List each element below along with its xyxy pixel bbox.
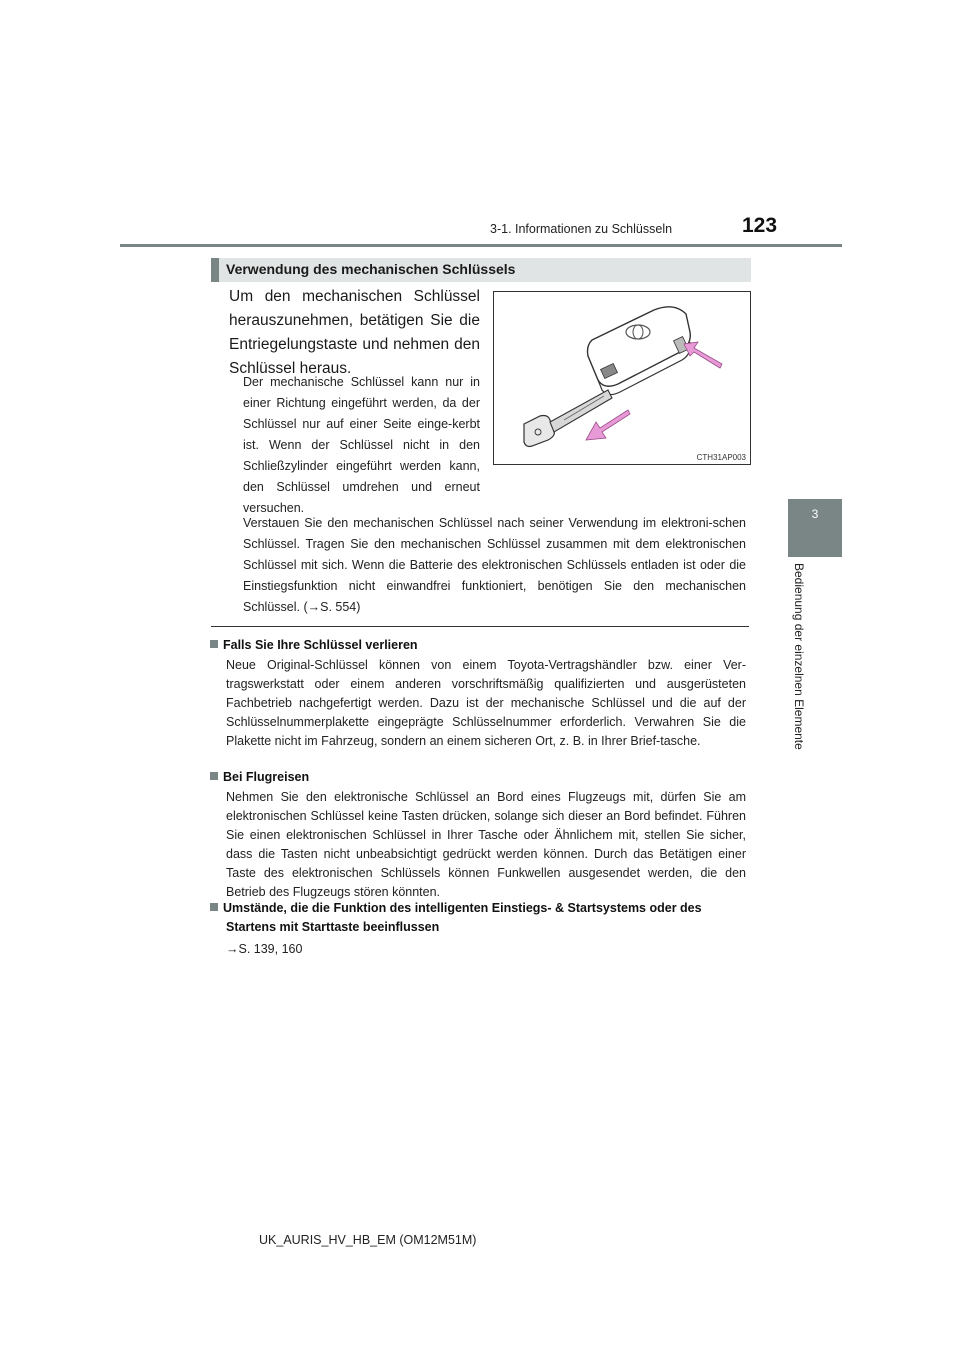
item-title-text: Falls Sie Ihre Schlüssel verlieren	[223, 638, 418, 652]
note-paragraph-2: Verstauen Sie den mechanischen Schlüssel nach seiner Verwendung im elektroni-schen Schlüssel. Tragen Sie den mechanischen Schlüssel zusammen mit dem elektronischen Schlüssel mit sich. Wenn die Batterie des elektronischen Schlüssels entladen ist oder die Einstiegsfunktion nicht einwandfrei funktioniert, benötigen Sie den mechanischen Schlüssel. (→S. 554)	[243, 516, 746, 614]
item-body-air-travel: Nehmen Sie den elektronische Schlüssel an Bord eines Flugzeugs mit, dürfen Sie am elektronischen Schlüssel keine Tasten drücken, solange sich dieser an Bord befindet. Führen Sie einen elektronischen Schlüssel in Ihrer Tasche oder Ähnlichem mit, stellen Sie sicher, dass die Tasten nicht unbeabsichtigt gedrückt werden können. Durch das Betätigen einer Taste des elektronischen Schlüssels können Funkwellen ausgesendet werden, die den Betrieb des Flugzeugs stören könnten.	[226, 790, 746, 899]
chapter-title: Bedienung der einzelnen Elemente	[792, 563, 806, 750]
section-separator	[211, 626, 749, 627]
page-number: 123	[742, 214, 778, 237]
square-bullet-icon	[210, 772, 218, 780]
intro-paragraph: Um den mechanischen Schlüssel herauszunehmen, betätigen Sie die Entriegelungstaste und nehmen den Schlüssel heraus.	[229, 288, 480, 377]
figure-code: CTH31AP003	[696, 453, 746, 462]
item-title-text: Umstände, die die Funktion des intelligenten Einstiegs- & Startsystems oder des	[223, 901, 702, 915]
chapter-tab: 3	[788, 499, 842, 557]
header-rule	[120, 244, 842, 247]
section-heading-bar	[211, 258, 751, 282]
item-title-air-travel	[210, 768, 750, 787]
item-title-lost-keys	[210, 636, 750, 655]
key-illustration	[493, 291, 751, 465]
square-bullet-icon	[210, 640, 218, 648]
key-drawing	[494, 292, 750, 464]
item-body-smart-entry: →S. 139, 160	[226, 942, 303, 956]
item-body-lost-keys: Neue Original-Schlüssel können von einem Toyota-Vertragshändler bzw. einer Ver-tragswerkstatt oder einem anderen vorschriftsmäßig qualifizierten und ausgerüsteten Fachbetrieb nachgefertigt werden. Dazu ist der mechanische Schlüssel und die auf der Schlüsselnummerplakette eingeprägte Schlüsselnummer erforderlich. Verwahren Sie die Plakette nicht im Fahrzeug, sondern an einem sicheren Ort, z. B. in Ihrer Brief-tasche.	[226, 658, 746, 748]
section-heading: Verwendung des mechanischen Schlüssels	[226, 261, 516, 277]
section-heading-accent	[211, 258, 219, 282]
item-title-text: Bei Flugreisen	[223, 770, 310, 784]
item-title-continuation: Startens mit Starttaste beeinflussen	[226, 920, 440, 934]
manual-id: UK_AURIS_HV_HB_EM (OM12M51M)	[259, 1233, 477, 1247]
pull-arrow-icon	[586, 410, 630, 440]
header-section-title: 3-1. Informationen zu Schlüsseln	[490, 222, 673, 236]
item-title-smart-entry	[210, 899, 750, 937]
electronic-key-icon	[588, 307, 691, 395]
press-arrow-icon	[684, 342, 722, 368]
square-bullet-icon	[210, 903, 218, 911]
note-paragraph-1: Der mechanische Schlüssel kann nur in einer Richtung eingeführt werden, da der Schlüssel nur auf einer Seite einge-kerbt ist. Wenn der Schlüssel nicht in den Schließzylinder eingeführt werden kann, den Schlüssel umdrehen und erneut versuchen.	[243, 375, 480, 515]
